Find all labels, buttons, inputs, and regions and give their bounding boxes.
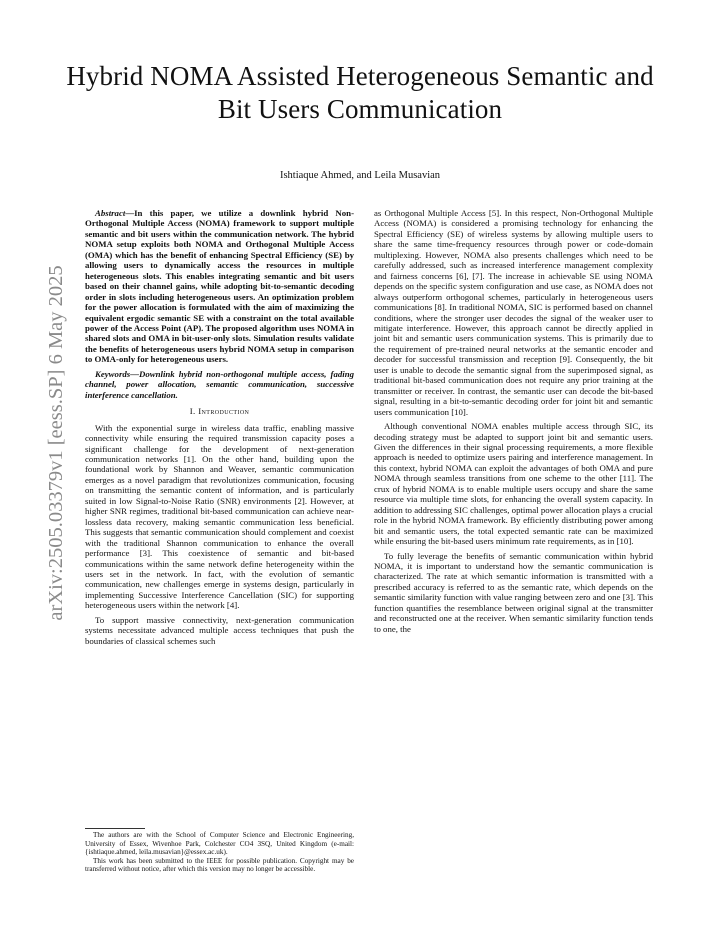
- arxiv-sidebar: [5, 238, 67, 648]
- footnote-divider: [85, 828, 145, 829]
- footnote: [85, 831, 354, 874]
- arxiv-identifier: arXiv:2505.03379v1 [eess.SP] 6 May 2025: [45, 265, 67, 621]
- intro-paragraph-2-continued: as Orthogonal Multiple Access [5]. In this respect, Non-Orthogonal Multiple Access (NOMA) is considered a promising technology for enhancing the Spectral Efficiency (SE) of wireless systems by allowing multiple users to share the same time-frequency resources through power or code-domain multiplexing. However, NOMA also presents challenges which need to be carefully addressed, such as increased interference management complexity and fairness concerns [6], [7]. The increase in achievable SE using NOMA depends on the specific system configuration and use case, as NOMA does not always outperform orthogonal schemes, particularly in heterogeneous users communications [8]. In traditional NOMA, SIC is performed based on channel conditions, where the stronger user decodes the signal of the weaker user to mitigate interference. However, this approach cannot be directly applied in joint bit and semantic users communication systems. This is primarily due to the requirement of pre-trained neural networks at the semantic encoder and decoder for successful transmission and reception [9]. Consequently, the bit user is unable to decode the semantic signal from the superimposed signal, as traditional bit-based communication does not require any prior training at the transmitter or receiver. In contrast, the semantic user can decode the bit-based signal, resulting in a bit-to-semantic decoding order for joint bit and semantic users communication [10].: [374, 208, 653, 417]
- abstract-label: Abstract: [95, 208, 126, 218]
- intro-paragraph-1: With the exponential surge in wireless data traffic, enabling massive connectivity while ensuring the required transmission capacity poses a significant challenge for the development of next-generation communication networks [1]. On the other hand, building upon the foundational work by Shannon and Weaver, semantic communication emerges as a novel paradigm that revolutionizes communication, focusing on transmitting the semantic content of information, and is particularly suited in low Signal-to-Noise Ratio (SNR) environments [2]. However, at higher SNR regimes, traditional bit-based communication can achieve near-lossless data recovery, making semantic communication less beneficial. This suggests that semantic communication should complement and coexist with the traditional Shannon communication to enhance the overall performance [3]. This coexistence of semantic and bit-based communications within the same network define heterogeneity within the users set in the network. In fact, with the evolution of semantic communication, new challenges emerge in systems design, particularly in implementing Successive Interference Cancellation (SIC) for supporting heterogeneous users within the network [4].: [85, 422, 354, 611]
- paper-title: Hybrid NOMA Assisted Heterogeneous Semantic and Bit Users Communication: [66, 61, 654, 124]
- abstract-text: —In this paper, we utilize a downlink hybrid Non-Orthogonal Multiple Access (NOMA) framework to support multiple semantic and bit users within the communication network. The hybrid NOMA setup exploits both NOMA and Orthogonal Multiple Access (OMA) which has the benefit of enhancing Spectral Efficiency (SE) by allowing users to dynamically access the resources in multiple heterogeneous slots. This enables integrating semantic and bit users based on their channel gains, while adopting bit-to-semantic decoding order in slots including heterogeneous users. An optimization problem for the power allocation is formulated with the aim of maximizing the equivalent ergodic semantic SE with a constraint on the total available power of the Access Point (AP). The proposed algorithm uses NOMA in shared slots and OMA in bit-user-only slots. Simulation results validate the benefits of heterogeneous users hybrid NOMA setup in comparison to OMA-only for heterogeneous users.: [85, 208, 354, 365]
- intro-paragraph-3: Although conventional NOMA enables multiple access through SIC, its decoding strategy must be adapted to support joint bit and semantic users. Given the differences in their signal processing requirements, a more flexible approach is needed to optimize users pairing and interference management. In this context, hybrid NOMA can exploit the advantages of both OMA and pure NOMA through seamless transitions from one scheme to the other [11]. The crux of hybrid NOMA is to enable multiple users occupy and share the same resource via multiple time slots, for enhancing the overall system capacity. In addition to addressing SIC challenges, optimal power allocation plays a crucial role in the hybrid NOMA framework. By efficiently distributing power among bit and semantic users, the total expected semantic rate can be maximized while ensuring the bit-based users minimum rate requirements, as in [10].: [374, 421, 653, 547]
- intro-paragraph-2: To support massive connectivity, next-generation communication systems necessitate advanced multiple access techniques that push the boundaries of classical schemes such: [85, 614, 354, 646]
- right-column: [374, 208, 653, 638]
- left-column: [85, 208, 354, 650]
- section-heading-introduction: I. Introduction: [189, 406, 250, 417]
- intro-paragraph-4: To fully leverage the benefits of semantic communication within hybrid NOMA, it is important to understand how the semantic communication is characterized. The rate at which semantic information is transmitted with a prescribed accuracy is referred to as the semantic rate, which depends on the semantic similarity function with value ranging between zero and one [3]. This function quantifies the resemblance between original signal at the transmitter and reconstructed one at the receiver. When semantic similarity function tends to one, the: [374, 550, 653, 634]
- author-list: Ishtiaque Ahmed, and Leila Musavian: [279, 170, 441, 181]
- footnote-affiliation: The authors are with the School of Computer Science and Electronic Engineering, University of Essex, Wivenhoe Park, Colchester CO4 3SQ, United Kingdom (e-mail: {ishtiaque.ahmed, leila.musavian}@essex.ac.uk).: [85, 831, 354, 857]
- footnote-copyright: This work has been submitted to the IEEE for possible publication. Copyright may be transferred without notice, after which this version may no longer be accessible.: [85, 856, 354, 874]
- abstract: [85, 208, 354, 365]
- keywords: Keywords—Downlink hybrid non-orthogonal multiple access, fading channel, power allocation, semantic communication, successive interference cancellation.: [85, 368, 354, 400]
